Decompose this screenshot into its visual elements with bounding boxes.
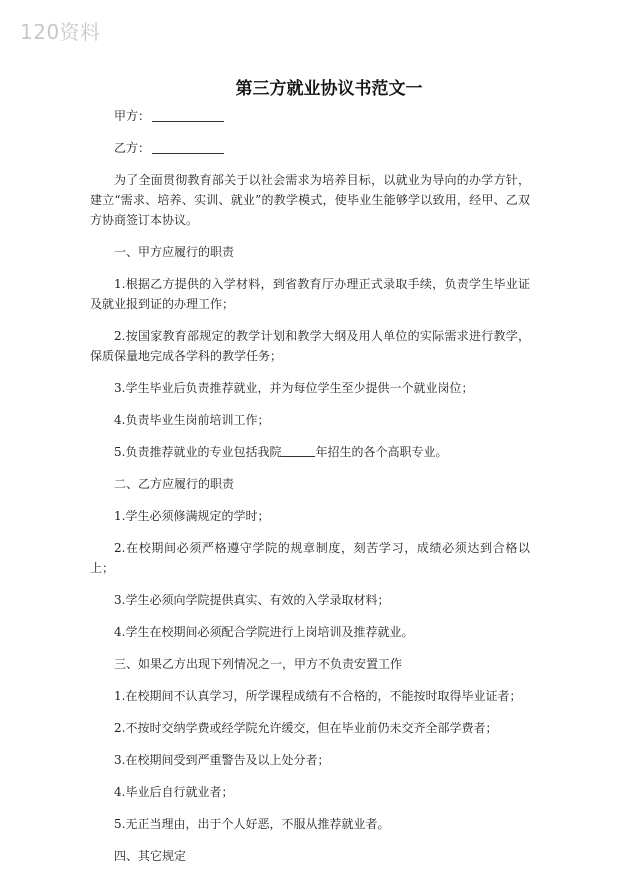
section-2-item: 2.在校期间必须严格遵守学院的规章制度，刻苦学习，成绩必须达到合格以上； — [90, 541, 530, 575]
section-1-item-5-suffix: 年招生的各个高职专业。 — [315, 445, 448, 459]
section-2-item: 1.学生必须修满规定的学时； — [114, 509, 270, 523]
party-b-label: 乙方： — [114, 141, 151, 155]
party-b-line — [90, 138, 530, 158]
section-1-item: 3.学生毕业后负责推荐就业，并为每位学生至少提供一个就业岗位； — [114, 381, 474, 395]
section-1-item: 2.按国家教育部规定的教学计划和教学大纲及用人单位的实际需求进行教学，保质保量地完成各学科的教学任务； — [90, 329, 530, 363]
section-1-item: 1.根据乙方提供的入学材料，到省教育厅办理正式录取手续，负责学生毕业证及就业报到证的办理工作； — [90, 277, 530, 311]
section-2-item: 3.学生必须向学院提供真实、有效的入学录取材料； — [114, 593, 390, 607]
section-1-item: 4.负责毕业生岗前培训工作； — [114, 413, 270, 427]
section-1-item-5-prefix: 5.负责推荐就业的专业包括我院 — [114, 445, 282, 459]
document-title: 第三方就业协议书范文一 — [235, 79, 423, 99]
section-3-item: 3.在校期间受到严重警告及以上处分者； — [114, 753, 330, 767]
section-4-heading: 四、其它规定 — [114, 849, 187, 863]
watermark-logo: 120资料 — [20, 20, 101, 44]
year-blank[interactable] — [281, 444, 315, 457]
section-2-item: 4.学生在校期间必须配合学院进行上岗培训及推荐就业。 — [114, 625, 414, 639]
party-a-line — [90, 106, 530, 126]
intro-paragraph: 为了全面贯彻教育部关于以社会需求为培养目标，以就业为导向的办学方针，建立“需求、培养、实训、就业”的教学模式，使毕业生能够学以致用，经甲、乙双方协商签订本协议。 — [90, 173, 530, 227]
section-3-item: 2.不按时交纳学费或经学院允许缓交，但在毕业前仍未交齐全部学费者； — [114, 721, 498, 735]
section-3-item: 4.毕业后自行就业者； — [114, 785, 234, 799]
document-body — [90, 106, 530, 878]
party-a-label: 甲方： — [114, 109, 151, 123]
section-1-heading: 一、甲方应履行的职责 — [114, 245, 235, 259]
party-b-blank[interactable] — [152, 139, 224, 154]
section-1-item-5 — [90, 442, 530, 462]
party-a-blank[interactable] — [152, 107, 224, 122]
section-3-item: 1.在校期间不认真学习，所学课程成绩有不合格的，不能按时取得毕业证者； — [114, 689, 522, 703]
section-2-heading: 二、乙方应履行的职责 — [114, 477, 235, 491]
section-3-item: 5.无正当理由，出于个人好恶，不服从推荐就业者。 — [114, 817, 390, 831]
section-3-heading: 三、如果乙方出现下列情况之一，甲方不负责安置工作 — [114, 657, 403, 671]
